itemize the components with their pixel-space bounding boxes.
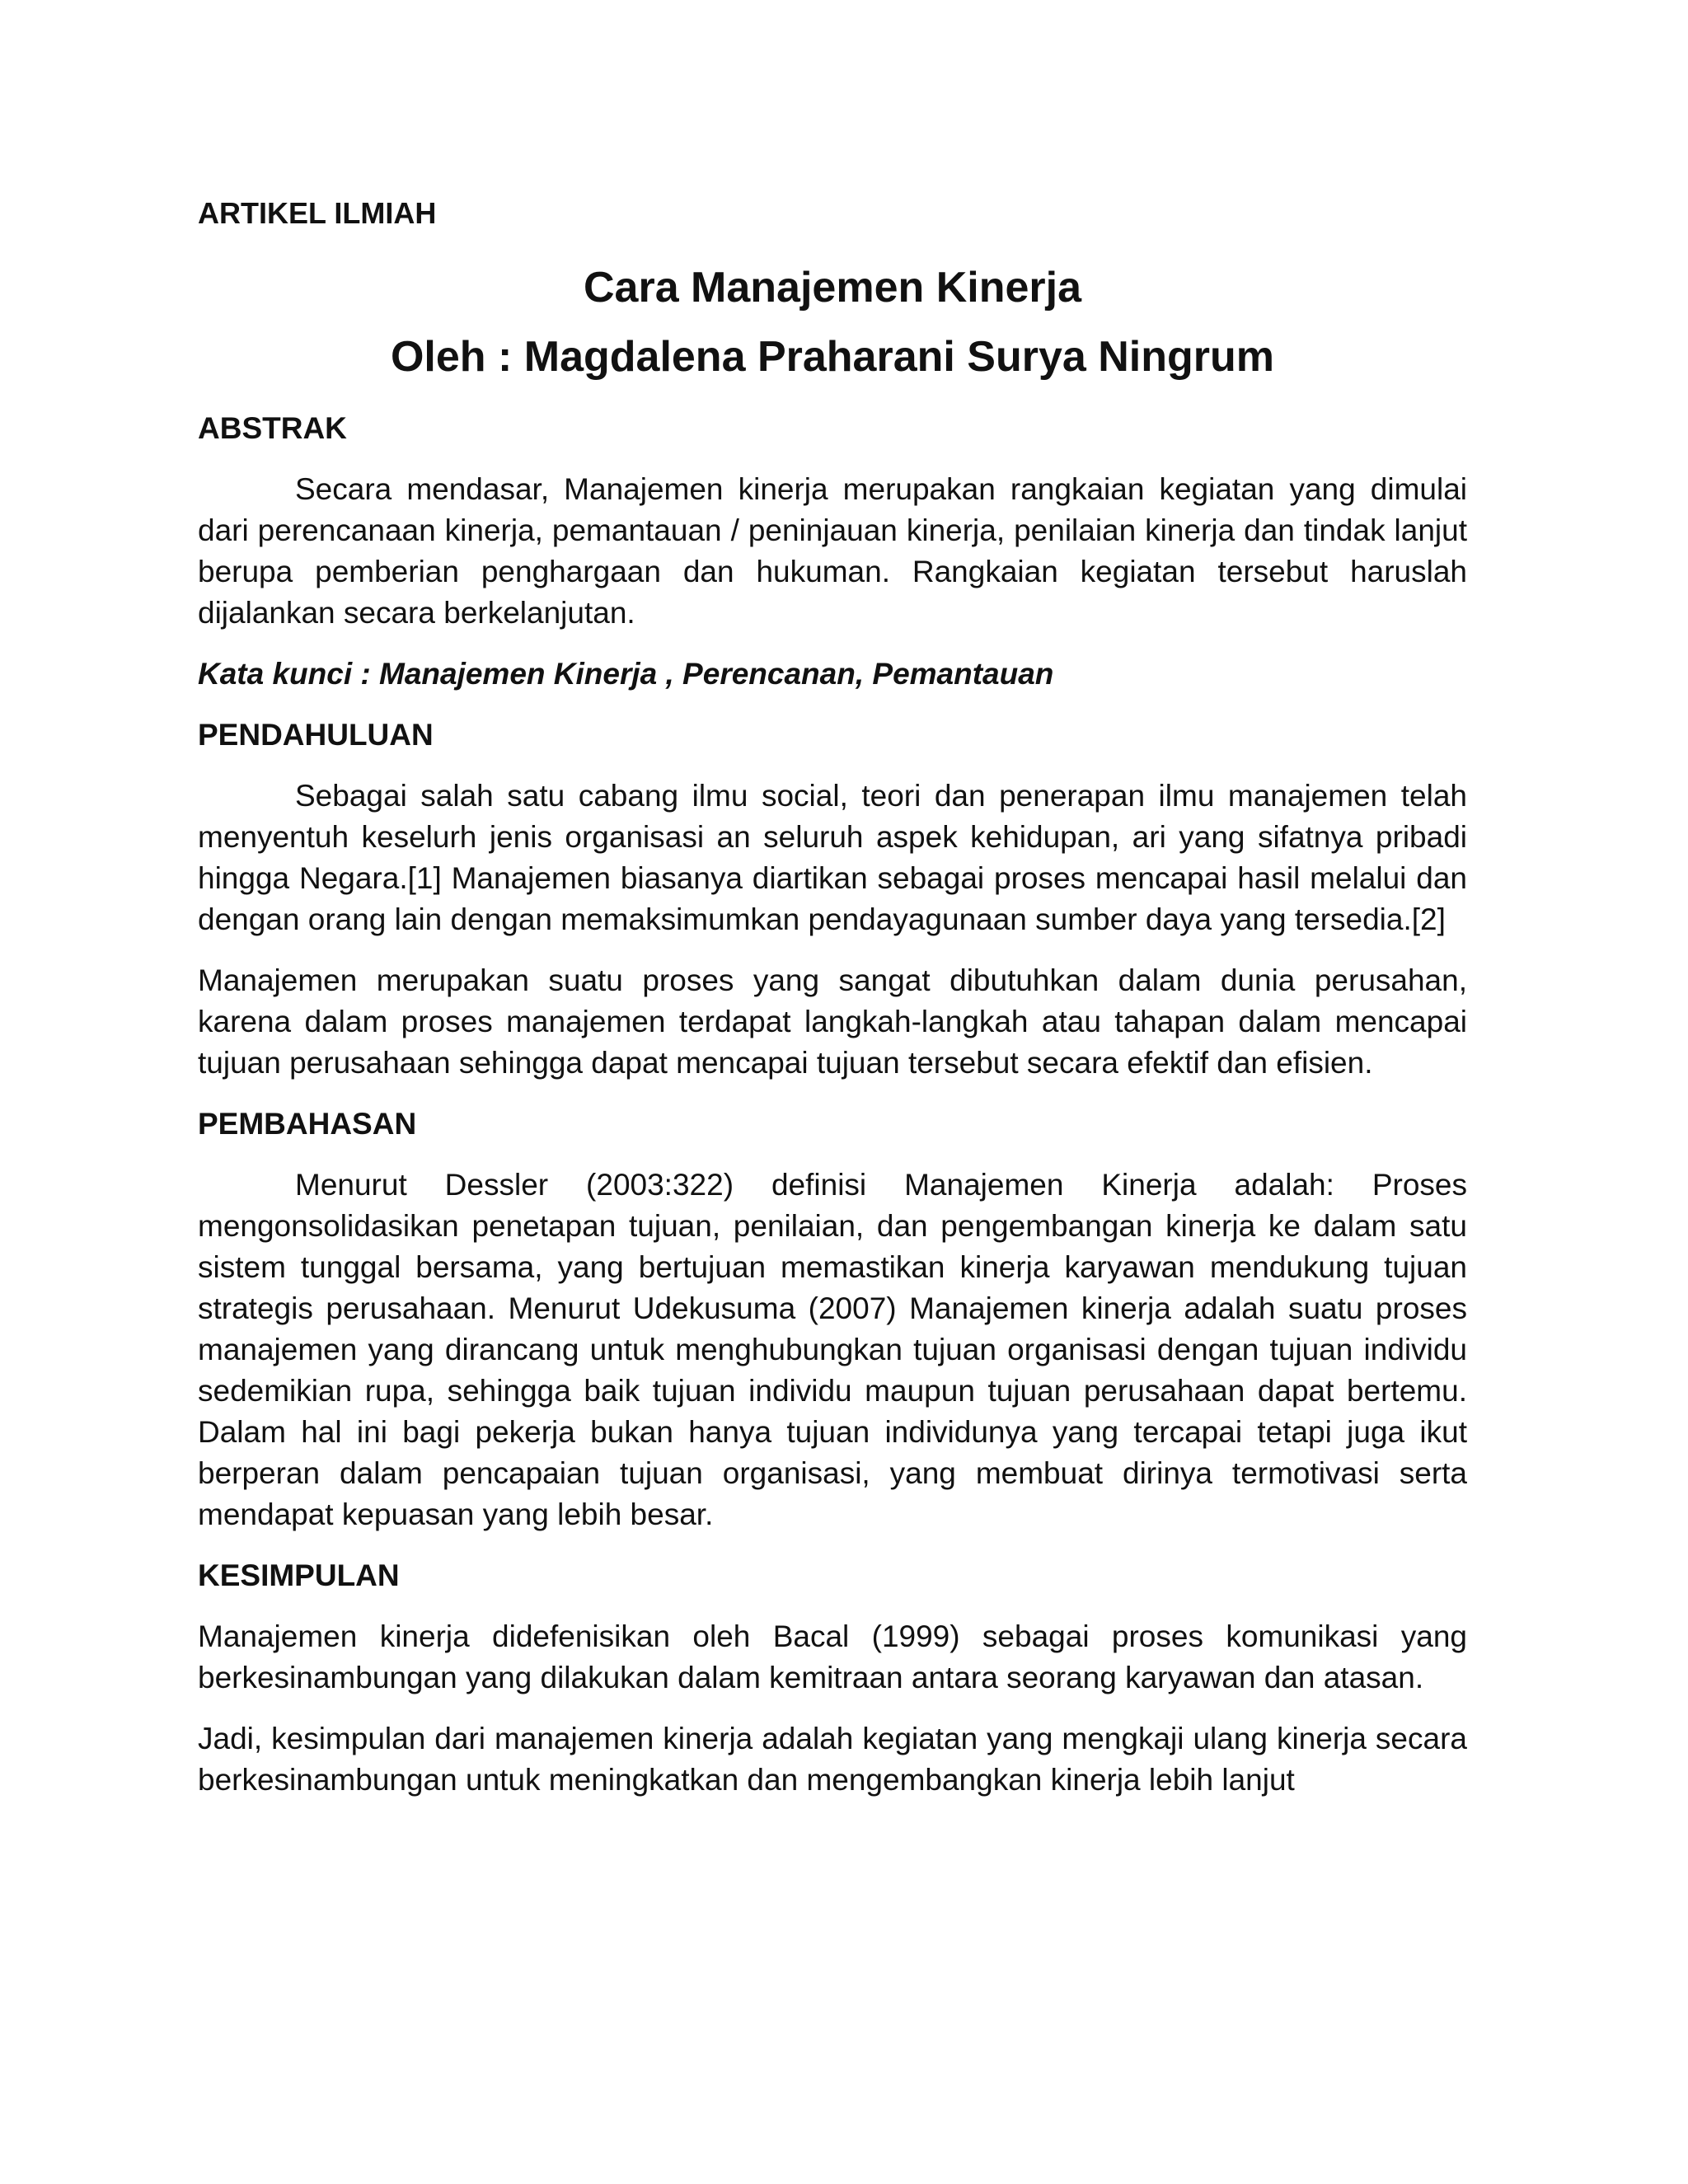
article-author: Oleh : Magdalena Praharani Surya Ningrum [390, 333, 1275, 381]
article-label: ARTIKEL ILMIAH [198, 196, 437, 230]
abstract-heading: ABSTRAK [198, 411, 347, 445]
introduction-heading: PENDAHULUAN [198, 718, 434, 752]
conclusion-paragraph-2: Jadi, kesimpulan dari manajemen kinerja adalah kegiatan yang mengkaji ulang kinerja secara berkesinambungan untuk meningkatkan dan mengembangkan kinerja lebih lanjut [198, 1722, 1467, 1797]
article-title: Cara Manajemen Kinerja [583, 264, 1082, 312]
introduction-paragraph-1: Sebagai salah satu cabang ilmu social, teori dan penerapan ilmu manajemen telah menyentuh keselurh jenis organisasi an seluruh aspek kehidupan, ari yang sifatnya pribadi hingga Negara.[1] Manajemen biasanya diartikan sebagai proses mencapai hasil melalui dan dengan orang lain dengan memaksimumkan pendayagunaan sumber daya yang tersedia.[2] [198, 779, 1467, 936]
introduction-paragraph-2: Manajemen merupakan suatu proses yang sangat dibutuhkan dalam dunia perusahan, karena dalam proses manajemen terdapat langkah-langkah atau tahapan dalam mencapai tujuan perusahaan sehingga dapat mencapai tujuan tersebut secara efektif dan efisien. [198, 963, 1467, 1080]
discussion-heading: PEMBAHASAN [198, 1107, 417, 1141]
conclusion-heading: KESIMPULAN [198, 1558, 400, 1592]
conclusion-paragraph-1: Manajemen kinerja didefenisikan oleh Bacal (1999) sebagai proses komunikasi yang berkesinambungan yang dilakukan dalam kemitraan antara seorang karyawan dan atasan. [198, 1619, 1467, 1694]
keywords: Kata kunci : Manajemen Kinerja , Perencanan, Pemantauan [198, 657, 1054, 691]
article-body [198, 194, 1467, 1821]
abstract-text: Secara mendasar, Manajemen kinerja merupakan rangkaian kegiatan yang dimulai dari perencanaan kinerja, pemantauan / peninjauan kinerja, penilaian kinerja dan tindak lanjut berupa pemberian penghargaan dan hukuman. Rangkaian kegiatan tersebut haruslah dijalankan secara berkelanjutan. [198, 472, 1467, 630]
discussion-text: Menurut Dessler (2003:322) definisi Manajemen Kinerja adalah: Proses mengonsolidasikan penetapan tujuan, penilaian, dan pengembangan kinerja ke dalam satu sistem tunggal bersama, yang bertujuan memastikan kinerja karyawan mendukung tujuan strategis perusahaan. Menurut Udekusuma (2007) Manajemen kinerja adalah suatu proses manajemen yang dirancang untuk menghubungkan tujuan organisasi dengan tujuan individu sedemikian rupa, sehingga baik tujuan individu maupun tujuan perusahaan dapat bertemu. Dalam hal ini bagi pekerja bukan hanya tujuan individunya yang tercapai tetapi juga ikut berperan dalam pencapaian tujuan organisasi, yang membuat dirinya termotivasi serta mendapat kepuasan yang lebih besar. [198, 1168, 1467, 1531]
